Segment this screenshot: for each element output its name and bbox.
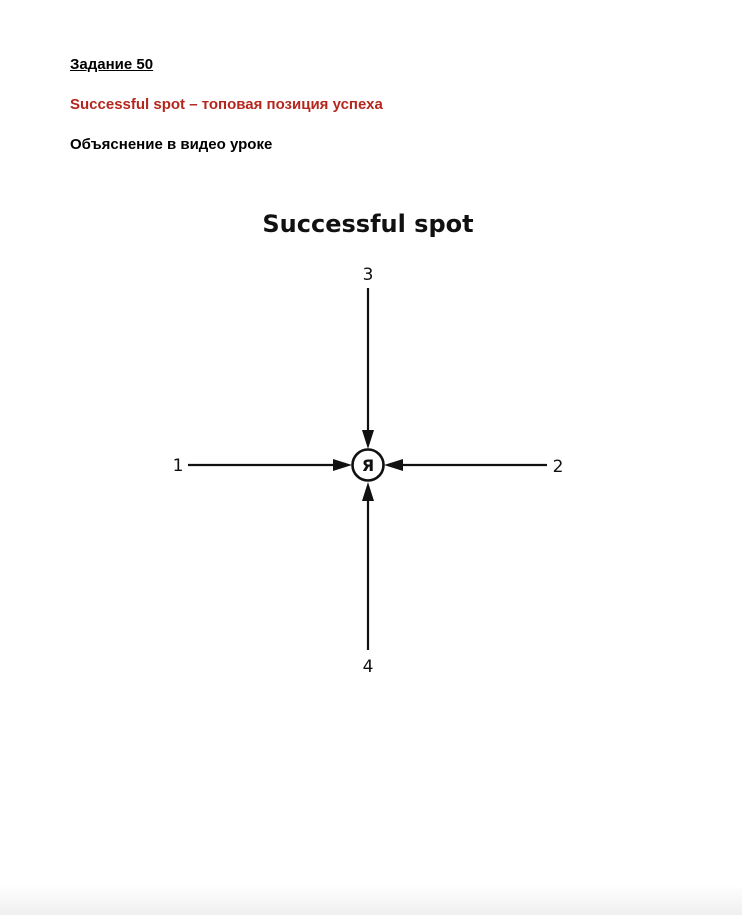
label-3: 3 <box>362 265 374 285</box>
diagram-title: Successful spot <box>262 210 474 238</box>
video-explanation-note: Объяснение в видео уроке <box>70 136 273 153</box>
label-4: 4 <box>362 657 374 677</box>
center-label: Я <box>361 456 375 475</box>
label-1: 1 <box>172 456 184 476</box>
arrowhead-right <box>384 459 403 471</box>
arrowhead-bottom <box>362 482 374 501</box>
arrowhead-left <box>333 459 352 471</box>
label-2: 2 <box>552 457 564 477</box>
arrowhead-top <box>362 430 374 449</box>
task-heading: Задание 50 <box>70 56 154 73</box>
page-subtitle: Successful spot – топовая позиция успеха <box>70 96 383 113</box>
